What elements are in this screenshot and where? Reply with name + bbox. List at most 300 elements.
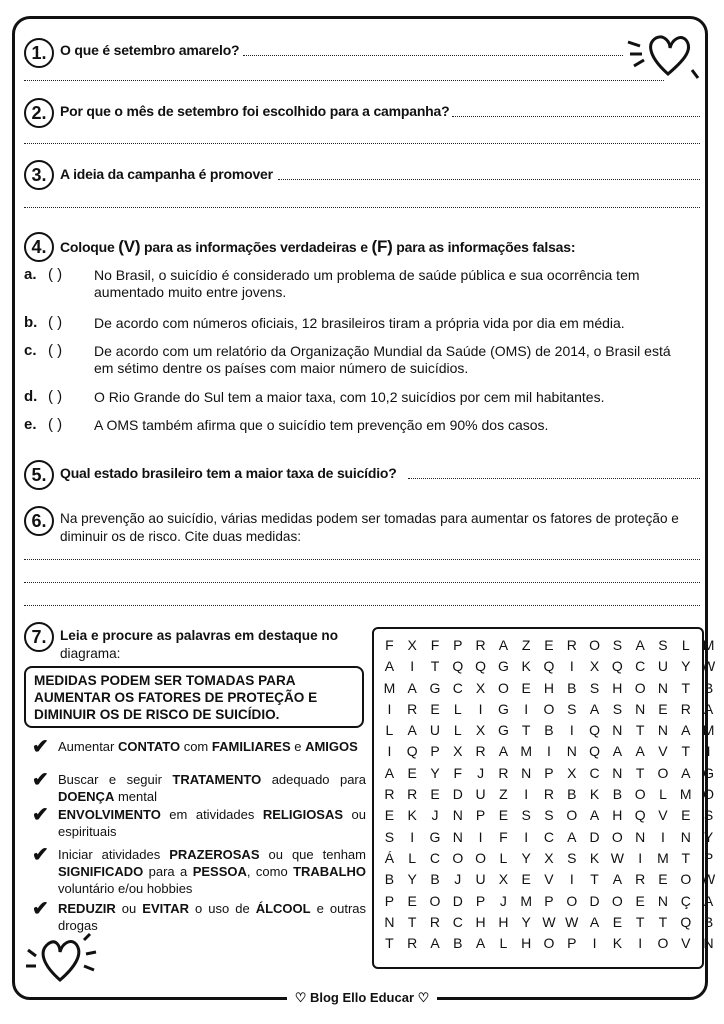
question-number-3: 3. <box>24 160 54 190</box>
footer <box>0 990 724 1006</box>
checkmark-icon: ✔ <box>32 804 49 826</box>
grid-letter[interactable]: R <box>384 786 395 803</box>
grid-letter[interactable]: T <box>681 679 691 696</box>
medidas-box <box>24 666 364 728</box>
checklist-item <box>32 806 366 840</box>
grid-letter[interactable]: Q <box>475 658 487 675</box>
grid-letter[interactable]: P <box>567 935 577 952</box>
grid-letter[interactable]: I <box>387 743 392 760</box>
heart-icon: ♡ <box>417 990 430 1005</box>
grid-letter[interactable]: I <box>638 935 643 952</box>
grid-letter[interactable]: D <box>452 786 463 803</box>
grid-letter[interactable]: T <box>635 722 645 739</box>
grid-row <box>378 656 720 677</box>
grid-letter[interactable]: E <box>658 871 668 888</box>
option-text: No Brasil, o suicídio é considerado um problema de saúde pública e sua ocorrência tem aumentado muito entre jovens. <box>94 267 640 300</box>
grid-letter[interactable]: I <box>569 722 574 739</box>
grid-letter[interactable]: A <box>384 658 395 675</box>
checkmark-icon: ✔ <box>32 898 49 920</box>
answer-line[interactable] <box>24 80 664 81</box>
question-2-text: Por que o mês de setembro foi escolhido para a campanha? <box>60 103 450 119</box>
grid-letter[interactable]: P <box>384 892 395 909</box>
checklist-item <box>32 846 366 897</box>
grid-letter[interactable]: F <box>385 637 394 653</box>
question-number-7: 7. <box>24 622 54 652</box>
grid-letter[interactable]: O <box>429 892 441 909</box>
grid-letter[interactable]: K <box>407 807 417 824</box>
answer-blank[interactable]: ( ) <box>48 416 63 433</box>
grid-letter[interactable]: O <box>543 700 555 717</box>
question-number-1: 1. <box>24 38 54 68</box>
grid-letter[interactable]: L <box>659 786 667 803</box>
grid-letter[interactable]: N <box>657 679 669 696</box>
grid-letter[interactable]: B <box>544 722 554 739</box>
footer-label <box>287 990 438 1005</box>
grid-row <box>378 678 720 699</box>
grid-letter[interactable]: E <box>521 871 531 888</box>
grid-letter[interactable]: M <box>520 743 533 760</box>
grid-letter[interactable]: R <box>498 764 509 781</box>
grid-letter[interactable]: A <box>407 722 417 739</box>
grid-letter[interactable]: K <box>589 786 600 803</box>
grid-letter[interactable]: P <box>544 764 554 781</box>
grid-row <box>378 635 720 656</box>
grid-letter[interactable]: Y <box>703 828 714 845</box>
grid-letter[interactable]: L <box>408 849 417 866</box>
grid-letter[interactable]: A <box>475 935 486 952</box>
heart-icon: ♡ <box>294 990 307 1005</box>
answer-blank[interactable]: ( ) <box>48 266 63 283</box>
question-5-text: Qual estado brasileiro tem a maior taxa de suicídio? <box>60 465 397 481</box>
grid-letter[interactable]: R <box>475 637 486 653</box>
grid-letter[interactable]: D <box>589 892 600 909</box>
grid-letter[interactable]: S <box>703 807 714 824</box>
grid-letter[interactable]: L <box>453 700 462 717</box>
grid-letter[interactable]: Q <box>589 722 601 739</box>
grid-letter[interactable]: L <box>453 722 462 739</box>
grid-letter[interactable]: A <box>703 892 714 909</box>
grid-letter[interactable]: B <box>567 679 577 696</box>
grid-letter[interactable]: W <box>701 658 716 675</box>
grid-letter[interactable]: B <box>453 935 463 952</box>
option-letter: e. <box>24 416 37 433</box>
grid-letter[interactable]: T <box>635 913 645 930</box>
grid-letter[interactable]: Q <box>406 743 418 760</box>
grid-letter[interactable]: X <box>567 764 577 781</box>
grid-letter[interactable]: I <box>638 849 643 866</box>
grid-letter[interactable]: E <box>521 679 531 696</box>
answer-line[interactable] <box>24 582 700 583</box>
grid-letter[interactable]: M <box>383 679 396 696</box>
grid-letter[interactable]: N <box>703 935 714 952</box>
grid-letter[interactable]: O <box>566 892 578 909</box>
question-7-text: Leia e procure as palavras em destaque no diagrama: <box>60 628 339 661</box>
grid-letter[interactable]: V <box>681 935 691 952</box>
grid-letter[interactable]: F <box>499 828 508 845</box>
grid-letter[interactable]: S <box>384 828 395 845</box>
checklist-item <box>32 736 366 758</box>
grid-letter[interactable]: P <box>703 849 714 866</box>
grid-letter[interactable]: J <box>477 764 485 781</box>
grid-letter[interactable]: I <box>592 935 597 952</box>
grid-letter[interactable]: Z <box>521 637 531 653</box>
option-letter: d. <box>24 388 38 405</box>
grid-letter[interactable]: B <box>612 786 623 803</box>
grid-letter[interactable]: U <box>475 786 486 803</box>
grid-letter[interactable]: I <box>569 658 574 675</box>
grid-letter[interactable]: D <box>589 828 600 845</box>
grid-letter[interactable]: Y <box>430 764 440 781</box>
grid-letter[interactable]: H <box>543 679 555 696</box>
grid-letter[interactable]: E <box>658 700 668 717</box>
grid-letter[interactable]: Q <box>680 913 692 930</box>
option-letter: a. <box>24 266 37 283</box>
grid-letter[interactable]: X <box>544 849 554 866</box>
grid-letter[interactable]: O <box>566 807 578 824</box>
grid-letter[interactable]: P <box>430 743 440 760</box>
grid-letter[interactable]: Y <box>521 849 531 866</box>
grid-letter[interactable]: K <box>589 849 600 866</box>
grid-letter[interactable]: G <box>497 700 509 717</box>
grid-letter[interactable]: M <box>520 892 533 909</box>
grid-letter[interactable]: O <box>589 637 601 653</box>
grid-row <box>378 891 720 912</box>
grid-letter[interactable]: S <box>521 807 531 824</box>
grid-letter[interactable]: V <box>544 871 554 888</box>
grid-letter[interactable]: X <box>498 871 509 888</box>
grid-letter[interactable]: B <box>384 871 395 888</box>
grid-letter[interactable]: I <box>478 700 483 717</box>
heart-doodle-bottom-icon <box>22 930 102 992</box>
grid-letter[interactable]: S <box>612 700 623 717</box>
grid-letter[interactable]: E <box>407 892 417 909</box>
grid-letter[interactable]: N <box>657 892 669 909</box>
answer-blank[interactable]: ( ) <box>48 342 63 359</box>
answer-line[interactable] <box>452 116 700 117</box>
grid-letter[interactable]: X <box>589 658 600 675</box>
grid-letter[interactable]: A <box>498 637 509 653</box>
grid-letter[interactable]: C <box>635 658 646 675</box>
grid-letter[interactable]: D <box>452 892 463 909</box>
grid-letter[interactable]: T <box>681 743 691 760</box>
grid-letter[interactable]: O <box>634 679 646 696</box>
grid-letter[interactable]: L <box>499 935 508 952</box>
checklist-item <box>32 900 366 934</box>
option-text: O Rio Grande do Sul tem a maior taxa, com 10,2 suicídios por cem mil habitantes. <box>94 389 605 405</box>
grid-letter[interactable]: E <box>681 807 691 824</box>
grid-letter[interactable]: Y <box>681 658 691 675</box>
grid-letter[interactable]: L <box>385 722 394 739</box>
grid-letter[interactable]: C <box>429 849 441 866</box>
grid-letter[interactable]: R <box>566 637 577 653</box>
answer-line[interactable] <box>24 559 700 560</box>
grid-letter[interactable]: N <box>521 764 532 781</box>
grid-letter[interactable]: N <box>680 828 691 845</box>
grid-letter[interactable]: H <box>475 913 486 930</box>
grid-letter[interactable]: Y <box>407 871 417 888</box>
grid-letter[interactable]: O <box>611 892 623 909</box>
grid-letter[interactable]: R <box>407 700 418 717</box>
grid-letter[interactable]: I <box>410 828 415 845</box>
grid-letter[interactable]: E <box>544 637 554 653</box>
grid-letter[interactable]: N <box>635 828 646 845</box>
grid-letter[interactable]: E <box>384 807 395 824</box>
grid-letter[interactable]: A <box>635 637 645 653</box>
grid-letter[interactable]: F <box>430 637 440 653</box>
grid-letter[interactable]: H <box>498 913 509 930</box>
grid-row <box>378 869 720 890</box>
grid-letter[interactable]: I <box>706 743 711 760</box>
grid-letter[interactable]: P <box>475 807 486 824</box>
checkmark-icon: ✔ <box>32 736 49 758</box>
grid-letter[interactable]: O <box>703 786 714 803</box>
grid-letter[interactable]: T <box>407 913 417 930</box>
grid-letter[interactable]: A <box>635 743 645 760</box>
grid-letter[interactable]: T <box>658 913 668 930</box>
grid-row <box>378 848 720 869</box>
option-letter: c. <box>24 342 37 359</box>
grid-letter[interactable]: M <box>702 637 715 653</box>
grid-letter[interactable]: I <box>547 743 551 760</box>
grid-letter[interactable]: A <box>589 913 600 930</box>
grid-letter[interactable]: T <box>521 722 531 739</box>
grid-letter[interactable]: A <box>589 700 600 717</box>
grid-letter[interactable]: Q <box>634 807 646 824</box>
grid-letter[interactable]: S <box>658 637 668 653</box>
grid-letter[interactable]: R <box>680 700 691 717</box>
grid-letter[interactable]: H <box>612 679 623 696</box>
checklist-text: Buscar e seguir TRATAMENTO adequado para DOENÇA mental <box>58 772 366 804</box>
question-number-5: 5. <box>24 460 54 490</box>
grid-letter[interactable]: Z <box>499 786 508 803</box>
option-text: De acordo com um relatório da Organização Mundial da Saúde (OMS) de 2014, o Brasil está em sétimo dentre os países com maior número de suicídios. <box>94 343 671 376</box>
grid-letter[interactable]: M <box>657 849 669 866</box>
grid-letter[interactable]: E <box>612 913 623 930</box>
grid-letter[interactable]: C <box>589 764 600 781</box>
grid-letter[interactable]: A <box>589 807 600 824</box>
grid-letter[interactable]: Y <box>521 913 531 930</box>
grid-letter[interactable]: A <box>681 722 691 739</box>
grid-letter[interactable]: O <box>543 935 555 952</box>
grid-letter[interactable]: L <box>681 637 690 653</box>
grid-letter[interactable]: S <box>567 849 577 866</box>
question-4-text: Coloque (V) para as informações verdadeiras e (F) para as informações falsas: <box>60 237 576 256</box>
grid-letter[interactable]: S <box>567 700 577 717</box>
grid-letter[interactable]: W <box>701 871 716 888</box>
grid-letter[interactable]: I <box>410 658 415 675</box>
grid-letter[interactable]: I <box>524 700 529 717</box>
word-search-grid[interactable] <box>378 635 720 954</box>
grid-letter[interactable]: R <box>475 743 486 760</box>
grid-letter[interactable]: S <box>589 679 600 696</box>
grid-letter[interactable]: X <box>453 743 463 760</box>
grid-letter[interactable]: B <box>703 679 714 696</box>
grid-letter[interactable]: B <box>430 871 440 888</box>
grid-letter[interactable]: S <box>612 637 623 653</box>
grid-letter[interactable]: J <box>431 807 439 824</box>
grid-letter[interactable]: R <box>543 786 555 803</box>
grid-letter[interactable]: N <box>612 722 623 739</box>
option-text: A OMS também afirma que o suicídio tem prevenção em 90% dos casos. <box>94 417 549 433</box>
grid-letter[interactable]: Q <box>543 658 555 675</box>
grid-row <box>378 741 720 762</box>
grid-letter[interactable]: W <box>565 913 579 930</box>
footer-text: Blog Ello Educar <box>309 990 414 1005</box>
grid-letter[interactable]: R <box>635 871 646 888</box>
option-text: De acordo com números oficiais, 12 brasileiros tiram a própria vida por dia em média. <box>94 315 625 331</box>
grid-letter[interactable]: N <box>452 828 463 845</box>
grid-letter[interactable]: E <box>635 892 645 909</box>
grid-letter[interactable]: K <box>521 658 531 675</box>
grid-letter[interactable]: C <box>452 679 463 696</box>
grid-letter[interactable]: K <box>612 935 623 952</box>
grid-letter[interactable]: X <box>407 637 417 653</box>
grid-letter[interactable]: N <box>566 743 577 760</box>
grid-row <box>378 827 720 848</box>
grid-letter[interactable]: J <box>499 892 507 909</box>
grid-letter[interactable]: X <box>475 722 486 739</box>
grid-letter[interactable]: O <box>680 871 692 888</box>
grid-letter[interactable]: U <box>657 658 669 675</box>
grid-row <box>378 699 720 720</box>
grid-letter[interactable]: P <box>544 892 554 909</box>
grid-letter[interactable]: P <box>475 892 486 909</box>
grid-letter[interactable]: O <box>657 764 669 781</box>
answer-line[interactable] <box>408 478 700 479</box>
heart-doodle-top-icon <box>620 28 700 88</box>
grid-letter[interactable]: O <box>452 849 464 866</box>
grid-letter[interactable]: M <box>679 786 692 803</box>
grid-row <box>378 784 720 805</box>
grid-letter[interactable]: U <box>475 871 486 888</box>
grid-letter[interactable]: S <box>544 807 554 824</box>
grid-letter[interactable]: P <box>453 637 463 653</box>
grid-letter[interactable]: R <box>407 786 418 803</box>
grid-letter[interactable]: O <box>611 828 623 845</box>
answer-blank[interactable]: ( ) <box>48 314 63 331</box>
option-letter: b. <box>24 314 38 331</box>
grid-letter[interactable]: H <box>612 807 623 824</box>
grid-row <box>378 720 720 741</box>
question-6-text: Na prevenção ao suicídio, várias medidas podem ser tomadas para aumentar os fatores de proteção e diminuir os de risco. Cite duas medidas: <box>60 511 679 544</box>
answer-line[interactable] <box>24 207 700 208</box>
grid-letter[interactable]: I <box>569 871 574 888</box>
grid-letter[interactable]: N <box>452 807 463 824</box>
grid-letter[interactable]: Á <box>384 849 395 866</box>
grid-letter[interactable]: Q <box>611 658 623 675</box>
grid-letter[interactable]: C <box>452 913 463 930</box>
grid-letter[interactable]: C <box>543 828 555 845</box>
answer-line[interactable] <box>243 55 623 56</box>
grid-letter[interactable]: T <box>590 871 599 888</box>
grid-letter[interactable]: B <box>703 913 714 930</box>
question-number-4: 4. <box>24 232 54 262</box>
question-number-6: 6. <box>24 506 54 536</box>
grid-letter[interactable]: T <box>635 764 645 781</box>
grid-letter[interactable]: I <box>524 786 529 803</box>
grid-letter[interactable]: I <box>524 828 529 845</box>
grid-letter[interactable]: W <box>610 849 624 866</box>
grid-letter[interactable]: O <box>475 849 487 866</box>
checkmark-icon: ✔ <box>32 769 49 791</box>
grid-letter[interactable]: A <box>612 743 623 760</box>
grid-letter[interactable]: U <box>429 722 441 739</box>
checklist-text: REDUZIR ou EVITAR o uso de ÁLCOOL e outras drogas <box>58 901 366 933</box>
grid-letter[interactable]: E <box>430 700 440 717</box>
grid-letter[interactable]: Ç <box>680 892 691 909</box>
grid-letter[interactable]: A <box>498 743 509 760</box>
grid-letter[interactable]: I <box>387 700 392 717</box>
grid-letter[interactable]: I <box>661 828 665 845</box>
grid-letter[interactable]: Q <box>452 658 464 675</box>
grid-letter[interactable]: A <box>612 871 623 888</box>
grid-row <box>378 763 720 784</box>
grid-letter[interactable]: T <box>385 935 394 952</box>
grid-letter[interactable]: G <box>703 764 714 781</box>
grid-letter[interactable]: O <box>634 786 646 803</box>
grid-letter[interactable]: G <box>497 722 509 739</box>
question-1-text: O que é setembro amarelo? <box>60 42 240 58</box>
grid-letter[interactable]: R <box>429 913 441 930</box>
grid-letter[interactable]: N <box>384 913 395 930</box>
grid-letter[interactable]: L <box>499 849 508 866</box>
grid-letter[interactable]: H <box>521 935 532 952</box>
grid-letter[interactable]: E <box>407 764 417 781</box>
grid-letter[interactable]: A <box>384 764 395 781</box>
grid-letter[interactable]: T <box>681 849 691 866</box>
grid-letter[interactable]: A <box>430 935 440 952</box>
grid-letter[interactable]: A <box>407 679 417 696</box>
answer-blank[interactable]: ( ) <box>48 388 63 405</box>
grid-letter[interactable]: F <box>453 764 463 781</box>
grid-letter[interactable]: G <box>497 658 509 675</box>
grid-letter[interactable]: T <box>430 658 440 675</box>
grid-letter[interactable]: O <box>657 935 669 952</box>
answer-line[interactable] <box>278 179 700 180</box>
grid-letter[interactable]: I <box>478 828 483 845</box>
grid-letter[interactable]: A <box>681 764 691 781</box>
checkmark-icon: ✔ <box>32 844 49 866</box>
grid-letter[interactable]: W <box>542 913 556 930</box>
answer-line[interactable] <box>24 143 700 144</box>
grid-letter[interactable]: B <box>567 786 577 803</box>
medidas-box-text: MEDIDAS PODEM SER TOMADAS PARA AUMENTAR OS FATORES DE PROTEÇÃO E DIMINUIR OS DE RISCO DE SUICÍDIO. <box>34 673 318 722</box>
grid-letter[interactable]: A <box>567 828 577 845</box>
grid-letter[interactable]: R <box>407 935 418 952</box>
grid-letter[interactable]: N <box>635 700 646 717</box>
grid-letter[interactable]: O <box>497 679 509 696</box>
answer-line[interactable] <box>24 605 700 606</box>
checklist-text: ENVOLVIMENTO em atividades RELIGIOSAS ou espirituais <box>58 807 366 839</box>
grid-row <box>378 805 720 826</box>
grid-letter[interactable]: N <box>657 722 669 739</box>
grid-letter[interactable]: E <box>430 786 440 803</box>
grid-row <box>378 933 720 954</box>
grid-letter[interactable]: J <box>454 871 462 888</box>
checklist-text: Iniciar atividades PRAZEROSAS ou que tenham SIGNIFICADO para a PESSOA, como TRABALHO voluntário e/ou hobbies <box>58 847 367 896</box>
grid-letter[interactable]: X <box>475 679 486 696</box>
grid-letter[interactable]: V <box>658 743 668 760</box>
grid-letter[interactable]: V <box>658 807 668 824</box>
grid-letter[interactable]: Q <box>589 743 601 760</box>
grid-letter[interactable]: G <box>429 679 441 696</box>
grid-letter[interactable]: A <box>703 700 714 717</box>
grid-letter[interactable]: E <box>498 807 509 824</box>
grid-letter[interactable]: N <box>612 764 623 781</box>
grid-letter[interactable]: G <box>429 828 441 845</box>
checklist-item <box>32 771 366 805</box>
grid-letter[interactable]: M <box>702 722 715 739</box>
